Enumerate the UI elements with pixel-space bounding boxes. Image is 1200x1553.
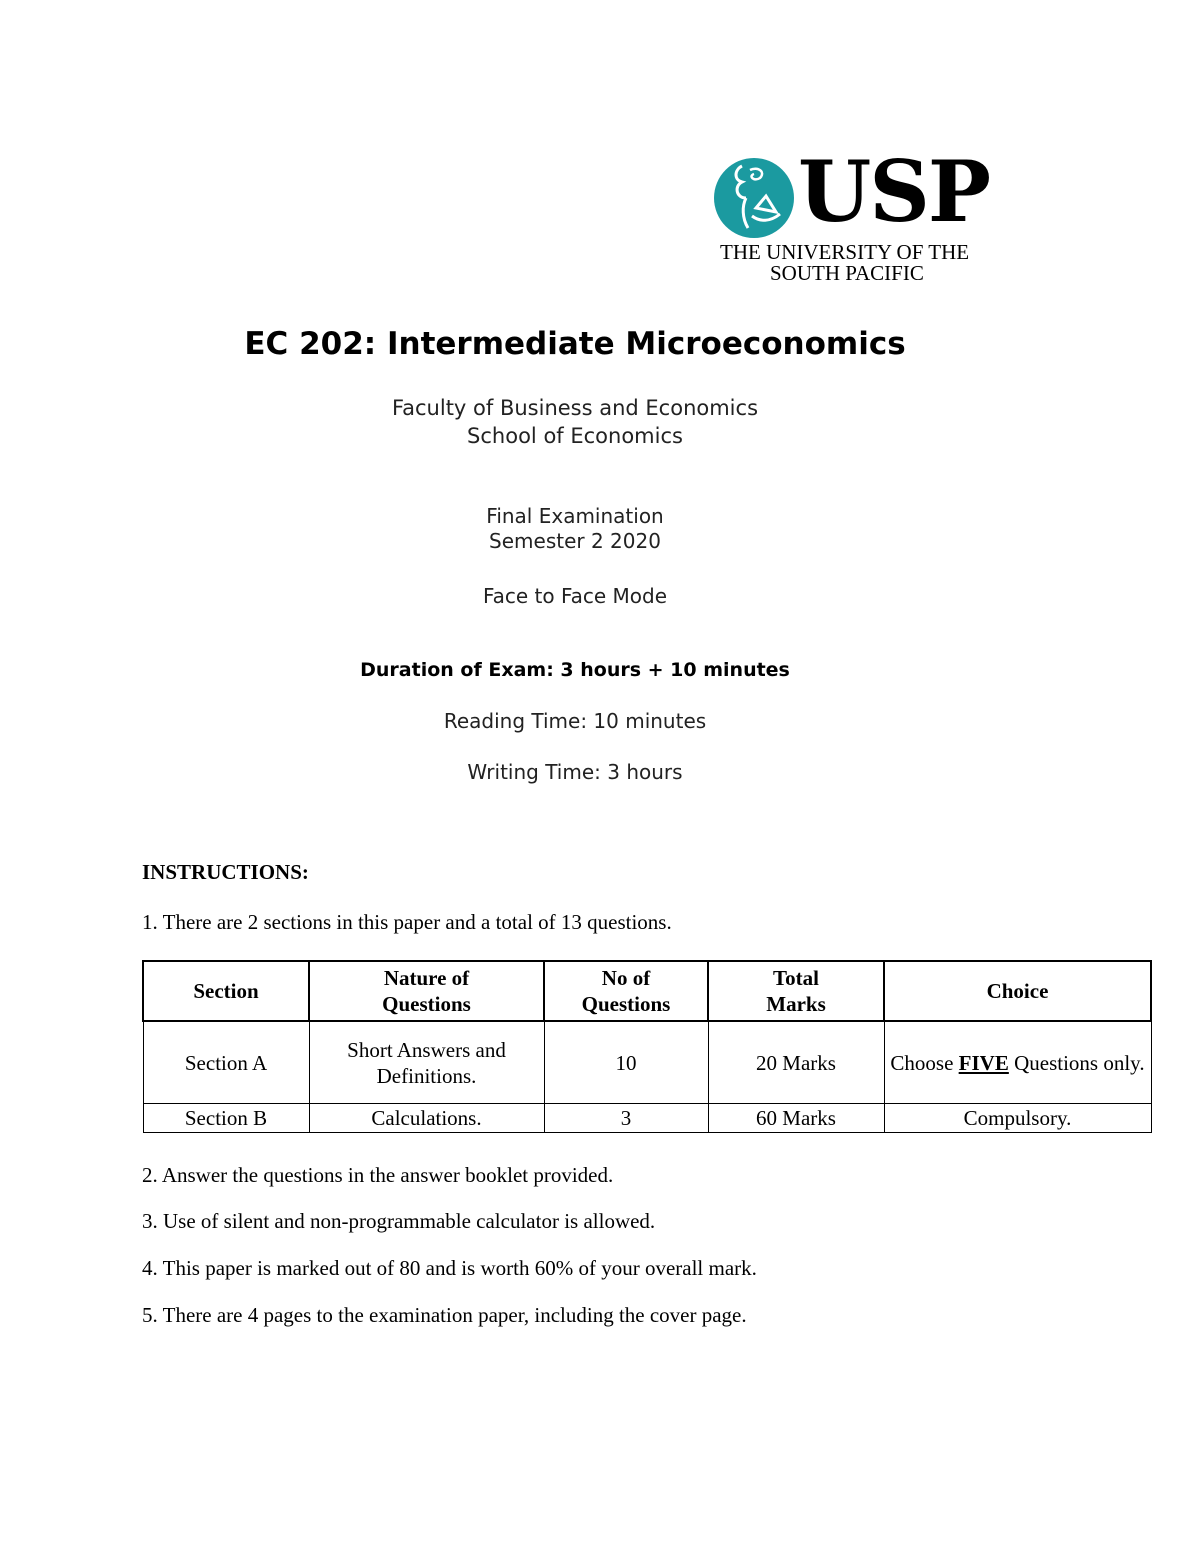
cell-marks: 20 Marks xyxy=(708,1021,884,1104)
cell-choice: Choose FIVE Questions only. xyxy=(884,1021,1151,1104)
header-no-of-questions: No of Questions xyxy=(544,961,708,1021)
cell-section: Section B xyxy=(143,1104,309,1133)
choice-emphasis: FIVE xyxy=(958,1050,1009,1075)
sections-table xyxy=(142,960,1152,1133)
header-total-marks: Total Marks xyxy=(708,961,884,1021)
university-name-line2: SOUTH PACIFIC xyxy=(770,261,924,285)
instruction-item-5: 5. There are 4 pages to the examination paper, including the cover page. xyxy=(142,1303,747,1327)
table-row xyxy=(143,1104,1151,1133)
usp-logo xyxy=(712,142,1002,286)
semester: Semester 2 2020 xyxy=(489,529,661,553)
exam-duration: Duration of Exam: 3 hours + 10 minutes xyxy=(360,659,790,681)
instructions-heading: INSTRUCTIONS: xyxy=(142,860,309,884)
exam-type: Final Examination xyxy=(486,504,664,528)
table-row xyxy=(143,1021,1151,1104)
usp-emblem-icon xyxy=(712,156,798,238)
header-choice: Choice xyxy=(884,961,1151,1021)
instruction-item-3: 3. Use of silent and non-programmable calculator is allowed. xyxy=(142,1209,656,1233)
cell-section: Section A xyxy=(143,1021,309,1104)
university-name-line1: THE UNIVERSITY OF THE xyxy=(720,240,970,264)
usp-wordmark: USP xyxy=(798,142,990,241)
instruction-item-4: 4. This paper is marked out of 80 and is worth 60% of your overall mark. xyxy=(142,1256,757,1280)
instruction-item-1: 1. There are 2 sections in this paper and a total of 13 questions. xyxy=(142,910,672,934)
cell-count: 10 xyxy=(544,1021,708,1104)
cell-choice: Compulsory. xyxy=(884,1104,1151,1133)
course-title: EC 202: Intermediate Microeconomics xyxy=(244,326,906,362)
instruction-item-2: 2. Answer the questions in the answer booklet provided. xyxy=(142,1163,614,1187)
cell-nature: Short Answers and Definitions. xyxy=(309,1021,544,1104)
school-name: School of Economics xyxy=(467,424,683,448)
header-section: Section xyxy=(143,961,309,1021)
faculty-name: Faculty of Business and Economics xyxy=(391,396,759,420)
cell-count: 3 xyxy=(544,1104,708,1133)
cell-marks: 60 Marks xyxy=(708,1104,884,1133)
exam-mode: Face to Face Mode xyxy=(482,584,668,608)
table-header-row xyxy=(143,961,1151,1021)
header-nature: Nature of Questions xyxy=(309,961,544,1021)
reading-time: Reading Time: 10 minutes xyxy=(443,709,707,733)
cell-nature: Calculations. xyxy=(309,1104,544,1133)
writing-time: Writing Time: 3 hours xyxy=(467,760,683,784)
